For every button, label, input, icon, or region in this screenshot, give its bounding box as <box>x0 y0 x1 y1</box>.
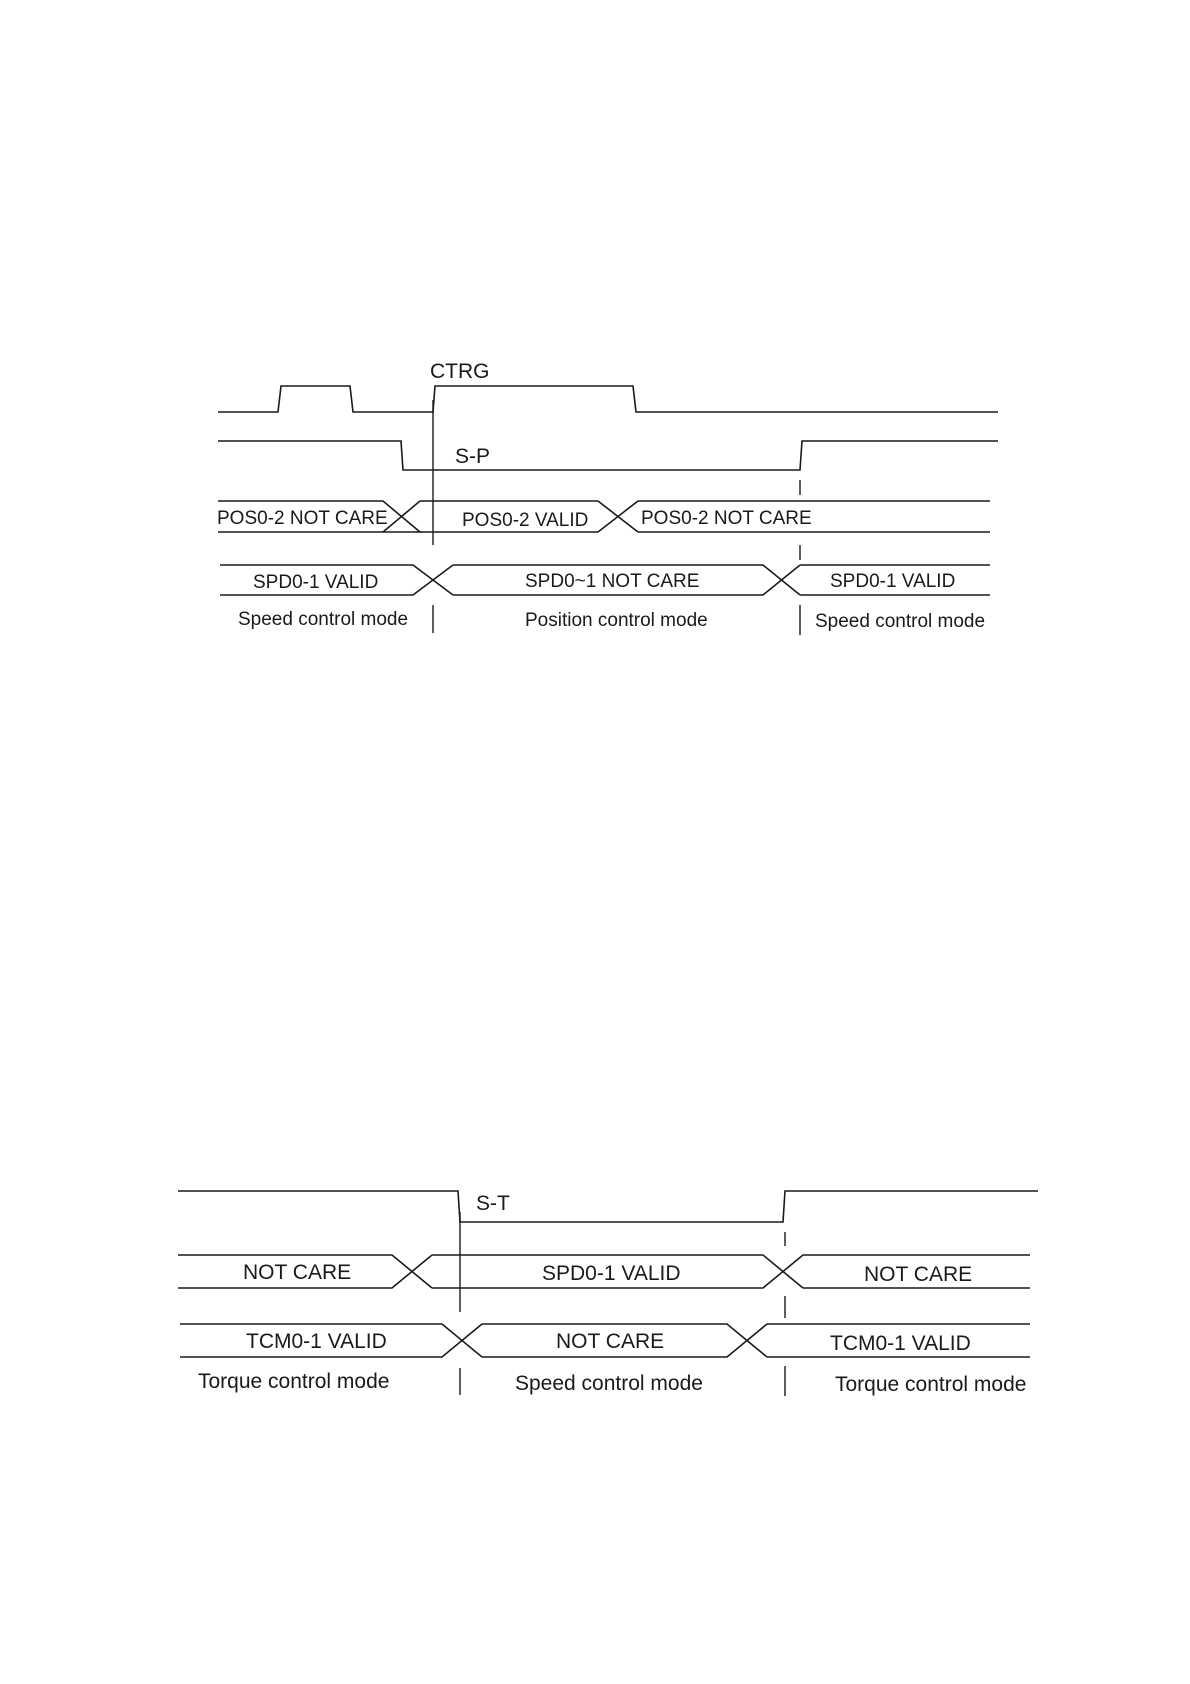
sp-label: S-P <box>455 445 491 468</box>
diagram-torque-speed <box>178 1191 1038 1396</box>
ctrg-label: CTRG <box>430 360 490 383</box>
pos-right-label: POS0-2 NOT CARE <box>641 508 812 529</box>
tcm-right-label: TCM0-1 VALID <box>830 1332 971 1355</box>
sp-waveform <box>218 441 998 470</box>
tcm-left-label: TCM0-1 VALID <box>246 1330 387 1353</box>
mode2-right-label: Torque control mode <box>835 1373 1027 1396</box>
st-label: S-T <box>476 1192 510 1215</box>
spd2-right-label: NOT CARE <box>864 1263 973 1286</box>
st-waveform <box>178 1191 1038 1222</box>
spd-middle-label: SPD0~1 NOT CARE <box>525 571 700 592</box>
ctrg-waveform <box>218 386 998 412</box>
spd-right-label: SPD0-1 VALID <box>830 571 956 592</box>
spd2-middle-label: SPD0-1 VALID <box>542 1262 681 1285</box>
mode-right-label: Speed control mode <box>815 611 986 632</box>
tcm-middle-label: NOT CARE <box>556 1330 665 1353</box>
mode-left-label: Speed control mode <box>238 609 409 630</box>
mode2-left-label: Torque control mode <box>198 1370 390 1393</box>
mode-middle-label: Position control mode <box>525 610 708 631</box>
spd2-left-label: NOT CARE <box>243 1261 352 1284</box>
diagram-speed-position <box>217 360 998 635</box>
spd-left-label: SPD0-1 VALID <box>253 572 379 593</box>
pos-left-label: POS0-2 NOT CARE <box>217 508 388 529</box>
mode2-middle-label: Speed control mode <box>515 1372 703 1395</box>
pos-middle-label: POS0-2 VALID <box>462 510 589 531</box>
